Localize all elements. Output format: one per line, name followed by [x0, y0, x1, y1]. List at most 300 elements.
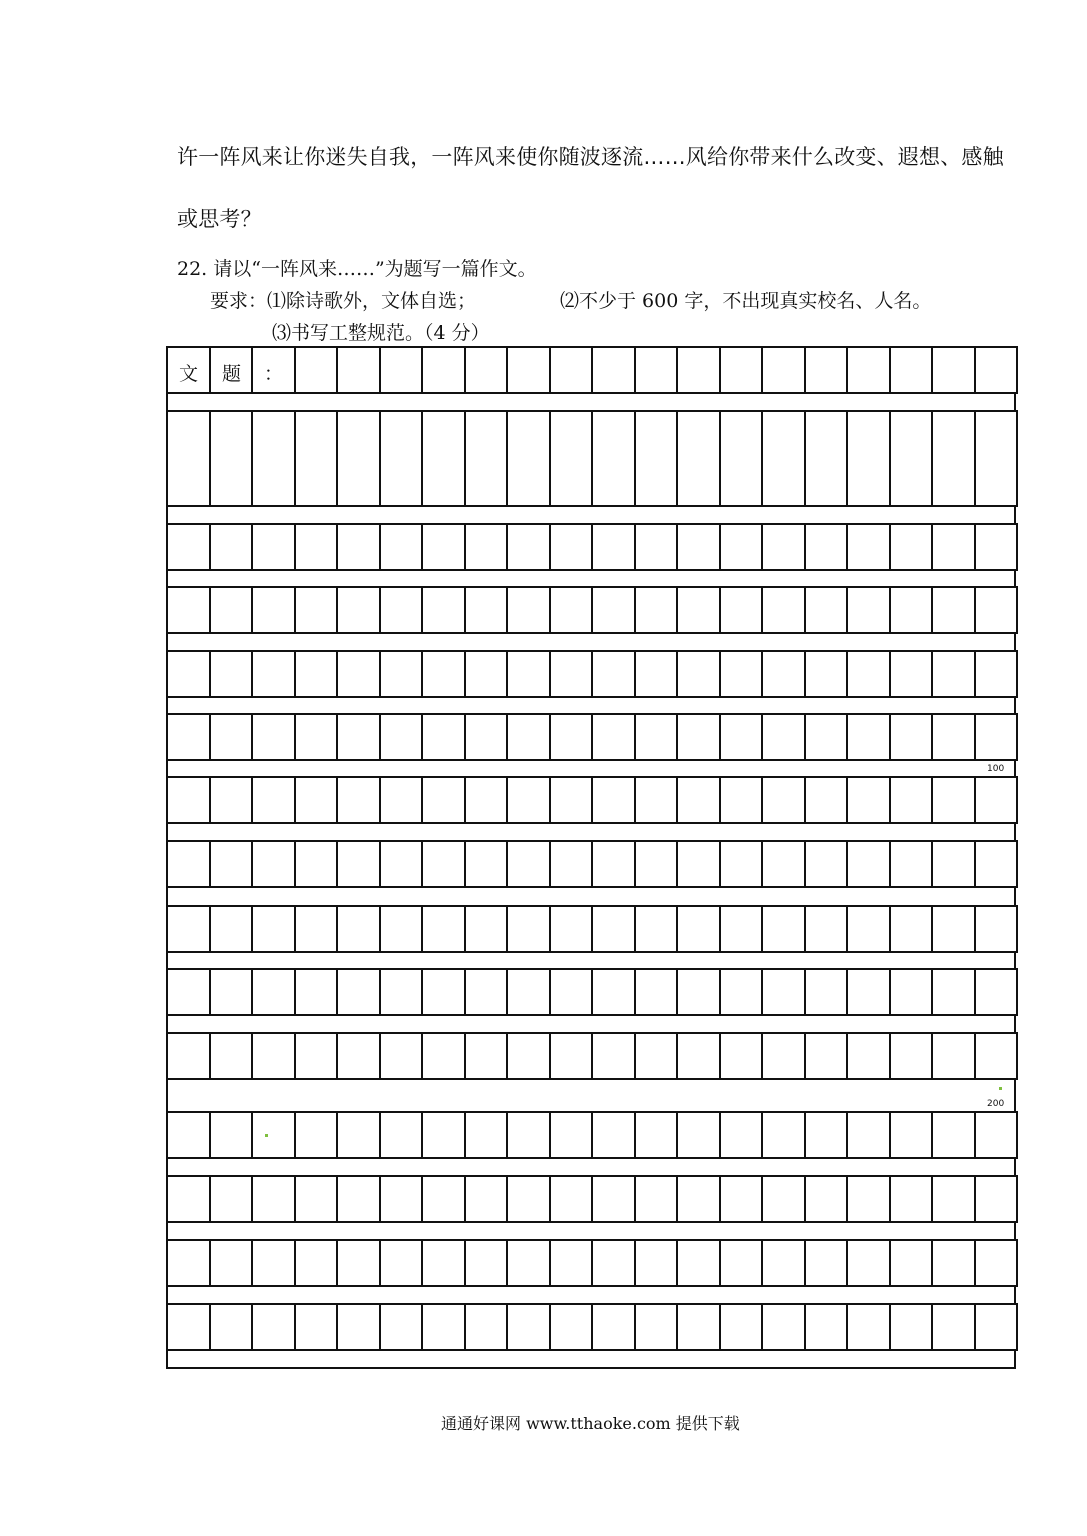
grid-cell: [676, 840, 721, 888]
grid-cell: [846, 1239, 891, 1287]
grid-cell: [166, 905, 211, 953]
grid-cell: [336, 1111, 381, 1159]
grid-cell: [676, 1303, 721, 1351]
grid-cell: [804, 523, 848, 571]
grid-cell: [889, 1239, 933, 1287]
grid-cell: [889, 713, 933, 761]
grid-cell: [889, 840, 933, 888]
grid-cell: [591, 1239, 636, 1287]
title-cell: [931, 346, 976, 394]
grid-cell: [719, 905, 763, 953]
grid-cell: [506, 1032, 551, 1080]
title-cell: [974, 346, 1018, 394]
grid-cell: [719, 410, 763, 507]
grid-cell: [634, 1239, 678, 1287]
grid-cell: [336, 1032, 381, 1080]
grid-cell: [804, 410, 848, 507]
grid-cell: [974, 1032, 1018, 1080]
grid-cell: [804, 1175, 848, 1223]
grid-cell: [166, 968, 211, 1016]
grid-cell: [549, 1175, 593, 1223]
grid-cell: [761, 1239, 806, 1287]
grid-cell: [549, 586, 593, 634]
grid-cell: [336, 776, 381, 824]
grid-cell: [294, 1032, 338, 1080]
grid-cell: [846, 1111, 891, 1159]
grid-cell: [761, 1303, 806, 1351]
grid-cell: [889, 586, 933, 634]
grid-cell: [294, 776, 338, 824]
grid-cell: [506, 650, 551, 698]
grid-cell: [804, 1111, 848, 1159]
grid-cell: [591, 650, 636, 698]
grid-cell: [251, 968, 296, 1016]
grid-cell: [506, 905, 551, 953]
grid-cell: [421, 1239, 466, 1287]
grid-cell: [931, 713, 976, 761]
grid-cell: [379, 523, 423, 571]
grid-cell: [931, 968, 976, 1016]
grid-cell: [804, 840, 848, 888]
grid-cell: [166, 713, 211, 761]
title-cell: [421, 346, 466, 394]
title-cell: [166, 346, 211, 394]
grid-cell: [761, 968, 806, 1016]
grid-cell: [336, 840, 381, 888]
row-spacer: [166, 759, 1016, 778]
grid-cell: [379, 1175, 423, 1223]
grid-cell: [889, 1303, 933, 1351]
footer-source: 通通好课网 www.tthaoke.com 提供下载: [441, 1414, 740, 1433]
grid-cell: [294, 968, 338, 1016]
grid-cell: [846, 1303, 891, 1351]
grid-cell: [464, 1239, 508, 1287]
grid-cell: [761, 1175, 806, 1223]
grid-cell: [846, 968, 891, 1016]
grid-cell: [251, 1111, 296, 1159]
grid-cell: [251, 713, 296, 761]
grid-cell: [931, 840, 976, 888]
title-cell: [889, 346, 933, 394]
grid-cell: [719, 586, 763, 634]
grid-cell: [846, 713, 891, 761]
grid-cell: [209, 586, 253, 634]
grid-cell: [336, 968, 381, 1016]
grid-cell: [974, 650, 1018, 698]
grid-cell: [464, 1175, 508, 1223]
grid-cell: [421, 650, 466, 698]
grid-cell: [379, 713, 423, 761]
grid-cell: [804, 905, 848, 953]
grid-cell: [889, 650, 933, 698]
title-cell: [634, 346, 678, 394]
grid-cell: [251, 1175, 296, 1223]
grid-cell: [464, 410, 508, 507]
grid-cell: [209, 776, 253, 824]
grid-cell: [974, 840, 1018, 888]
row-spacer: [166, 1078, 1016, 1113]
row-spacer: [166, 505, 1016, 525]
grid-cell: [761, 905, 806, 953]
grid-cell: [974, 1111, 1018, 1159]
grid-cell: [889, 1032, 933, 1080]
grid-cell: [676, 1175, 721, 1223]
grid-cell: [379, 650, 423, 698]
grid-cell: [761, 1032, 806, 1080]
grid-cell: [506, 840, 551, 888]
title-cell: [336, 346, 381, 394]
title-cell: [464, 346, 508, 394]
grid-cell: [166, 586, 211, 634]
prompt-line-1: 许一阵风来让你迷失自我，一阵风来使你随波逐流……风给你带来什么改变、遐想、感触: [177, 145, 1004, 169]
grid-cell: [974, 1303, 1018, 1351]
grid-cell: [931, 776, 976, 824]
grid-cell: [846, 523, 891, 571]
row-spacer: [166, 822, 1016, 842]
grid-cell: [421, 523, 466, 571]
grid-cell: [421, 905, 466, 953]
row-spacer: [166, 1014, 1016, 1034]
grid-cell: [549, 776, 593, 824]
grid-cell: [336, 713, 381, 761]
grid-cell: [464, 1032, 508, 1080]
grid-cell: [464, 776, 508, 824]
grid-cell: [464, 905, 508, 953]
grid-cell: [889, 905, 933, 953]
grid-cell: [931, 1111, 976, 1159]
grid-cell: [421, 1032, 466, 1080]
grid-cell: [719, 840, 763, 888]
grid-cell: [549, 905, 593, 953]
grid-cell: [846, 776, 891, 824]
grid-cell: [506, 1239, 551, 1287]
row-spacer: [166, 1349, 1016, 1369]
grid-cell: [336, 905, 381, 953]
grid-cell: [719, 968, 763, 1016]
grid-cell: [166, 1175, 211, 1223]
grid-cell: [591, 1111, 636, 1159]
grid-cell: [464, 650, 508, 698]
requirement-1: 要求：⑴除诗歌外，文体自选；: [210, 290, 477, 312]
grid-cell: [506, 776, 551, 824]
grid-cell: [591, 1175, 636, 1223]
grid-cell: [379, 1111, 423, 1159]
grid-cell: [464, 586, 508, 634]
grid-cell: [549, 840, 593, 888]
row-spacer: [166, 1285, 1016, 1305]
grid-cell: [209, 713, 253, 761]
grid-cell: [421, 713, 466, 761]
grid-cell: [804, 776, 848, 824]
grid-cell: [166, 1303, 211, 1351]
word-count-marker: 200: [987, 1099, 1005, 1109]
grid-cell: [846, 410, 891, 507]
grid-cell: [251, 410, 296, 507]
grid-cell: [804, 968, 848, 1016]
grid-cell: [634, 586, 678, 634]
grid-cell: [761, 523, 806, 571]
grid-cell: [506, 410, 551, 507]
grid-cell: [634, 776, 678, 824]
grid-cell: [591, 776, 636, 824]
title-cell: [506, 346, 551, 394]
grid-cell: [209, 905, 253, 953]
grid-cell: [166, 523, 211, 571]
grid-cell: [464, 523, 508, 571]
grid-cell: [294, 1175, 338, 1223]
grid-cell: [634, 410, 678, 507]
grid-cell: [336, 1175, 381, 1223]
grid-cell: [591, 1303, 636, 1351]
prompt-line-2: 或思考？: [177, 207, 262, 231]
grid-cell: [974, 968, 1018, 1016]
title-char: 文: [179, 363, 199, 385]
grid-cell: [379, 840, 423, 888]
grid-cell: [506, 1175, 551, 1223]
grid-cell: [804, 650, 848, 698]
grid-cell: [336, 650, 381, 698]
row-spacer: [166, 696, 1016, 715]
grid-cell: [209, 840, 253, 888]
grid-cell: [294, 650, 338, 698]
grid-cell: [804, 1303, 848, 1351]
grid-cell: [974, 713, 1018, 761]
green-speck: [999, 1087, 1002, 1090]
grid-cell: [719, 1239, 763, 1287]
grid-cell: [591, 523, 636, 571]
grid-cell: [889, 410, 933, 507]
grid-cell: [421, 840, 466, 888]
grid-cell: [676, 1239, 721, 1287]
grid-cell: [421, 1175, 466, 1223]
grid-cell: [166, 1032, 211, 1080]
grid-cell: [166, 1111, 211, 1159]
grid-cell: [634, 713, 678, 761]
grid-cell: [464, 840, 508, 888]
title-cell: [804, 346, 848, 394]
grid-cell: [974, 410, 1018, 507]
grid-cell: [294, 523, 338, 571]
grid-cell: [591, 840, 636, 888]
title-char: 题: [222, 363, 242, 385]
grid-cell: [251, 840, 296, 888]
grid-cell: [931, 1303, 976, 1351]
grid-cell: [251, 905, 296, 953]
grid-cell: [379, 410, 423, 507]
grid-cell: [421, 410, 466, 507]
grid-cell: [974, 905, 1018, 953]
grid-cell: [209, 1111, 253, 1159]
title-cell: [676, 346, 721, 394]
grid-cell: [549, 1239, 593, 1287]
grid-cell: [931, 586, 976, 634]
grid-cell: [719, 1032, 763, 1080]
grid-cell: [591, 410, 636, 507]
grid-cell: [336, 586, 381, 634]
grid-cell: [336, 1303, 381, 1351]
grid-cell: [379, 586, 423, 634]
grid-cell: [931, 1175, 976, 1223]
grid-cell: [506, 713, 551, 761]
grid-cell: [676, 968, 721, 1016]
grid-cell: [506, 523, 551, 571]
grid-cell: [251, 776, 296, 824]
grid-cell: [676, 1111, 721, 1159]
grid-cell: [761, 776, 806, 824]
grid-cell: [634, 1032, 678, 1080]
row-spacer: [166, 1157, 1016, 1177]
title-cell: [846, 346, 891, 394]
grid-cell: [379, 968, 423, 1016]
grid-cell: [506, 968, 551, 1016]
grid-cell: [294, 410, 338, 507]
grid-cell: [761, 1111, 806, 1159]
grid-cell: [166, 410, 211, 507]
grid-cell: [676, 776, 721, 824]
grid-cell: [294, 586, 338, 634]
grid-cell: [931, 905, 976, 953]
grid-cell: [421, 968, 466, 1016]
grid-cell: [846, 586, 891, 634]
grid-cell: [421, 586, 466, 634]
grid-cell: [379, 1303, 423, 1351]
row-spacer: [166, 886, 1016, 907]
grid-cell: [846, 1032, 891, 1080]
grid-cell: [634, 840, 678, 888]
grid-cell: [251, 586, 296, 634]
grid-cell: [889, 776, 933, 824]
grid-cell: [804, 713, 848, 761]
grid-cell: [209, 650, 253, 698]
grid-cell: [166, 1239, 211, 1287]
requirement-2: ⑵不少于 600 字，不出现真实校名、人名。: [560, 290, 932, 312]
grid-cell: [251, 523, 296, 571]
grid-cell: [421, 1303, 466, 1351]
grid-cell: [889, 1175, 933, 1223]
grid-cell: [251, 1303, 296, 1351]
grid-cell: [761, 840, 806, 888]
grid-cell: [676, 410, 721, 507]
grid-cell: [676, 523, 721, 571]
grid-cell: [421, 776, 466, 824]
grid-cell: [974, 1175, 1018, 1223]
title-cell: [761, 346, 806, 394]
grid-cell: [634, 1303, 678, 1351]
grid-cell: [676, 586, 721, 634]
grid-cell: [761, 410, 806, 507]
grid-cell: [166, 650, 211, 698]
word-count-marker: 100: [987, 764, 1005, 774]
grid-cell: [719, 523, 763, 571]
grid-cell: [506, 1111, 551, 1159]
grid-cell: [676, 713, 721, 761]
title-cell: [719, 346, 763, 394]
title-cell: [209, 346, 253, 394]
grid-cell: [931, 650, 976, 698]
grid-cell: [591, 905, 636, 953]
grid-cell: [549, 968, 593, 1016]
grid-cell: [889, 523, 933, 571]
grid-cell: [294, 1239, 338, 1287]
grid-cell: [294, 1111, 338, 1159]
grid-cell: [294, 713, 338, 761]
grid-cell: [974, 523, 1018, 571]
grid-cell: [804, 1239, 848, 1287]
grid-cell: [336, 523, 381, 571]
grid-cell: [974, 776, 1018, 824]
title-cell: [591, 346, 636, 394]
grid-cell: [251, 650, 296, 698]
green-speck: [265, 1134, 268, 1137]
grid-cell: [464, 1111, 508, 1159]
grid-cell: [294, 905, 338, 953]
grid-cell: [804, 586, 848, 634]
grid-cell: [591, 968, 636, 1016]
grid-cell: [209, 410, 253, 507]
grid-cell: [719, 713, 763, 761]
grid-cell: [974, 1239, 1018, 1287]
grid-cell: [421, 1111, 466, 1159]
grid-cell: [506, 1303, 551, 1351]
requirement-3: ⑶书写工整规范。（4 分）: [272, 322, 490, 344]
grid-cell: [209, 523, 253, 571]
grid-cell: [634, 650, 678, 698]
grid-cell: [166, 840, 211, 888]
grid-cell: [549, 713, 593, 761]
grid-cell: [846, 840, 891, 888]
grid-cell: [634, 968, 678, 1016]
grid-cell: [719, 776, 763, 824]
grid-cell: [294, 840, 338, 888]
grid-cell: [251, 1032, 296, 1080]
grid-cell: [379, 776, 423, 824]
grid-cell: [464, 1303, 508, 1351]
row-spacer: [166, 951, 1016, 970]
grid-cell: [634, 1175, 678, 1223]
grid-cell: [634, 523, 678, 571]
grid-cell: [209, 1303, 253, 1351]
grid-cell: [889, 968, 933, 1016]
row-spacer: [166, 1221, 1016, 1241]
grid-cell: [464, 713, 508, 761]
grid-cell: [209, 1032, 253, 1080]
grid-cell: [931, 1032, 976, 1080]
grid-cell: [719, 1175, 763, 1223]
grid-cell: [294, 1303, 338, 1351]
grid-cell: [549, 1111, 593, 1159]
grid-cell: [719, 1111, 763, 1159]
title-cell: [379, 346, 423, 394]
grid-cell: [464, 968, 508, 1016]
grid-cell: [846, 650, 891, 698]
grid-cell: [719, 650, 763, 698]
grid-cell: [591, 586, 636, 634]
grid-cell: [931, 523, 976, 571]
grid-cell: [549, 1303, 593, 1351]
title-cell: [549, 346, 593, 394]
row-spacer: [166, 569, 1016, 588]
row-spacer: [166, 632, 1016, 652]
title-char: ：: [264, 363, 284, 385]
grid-cell: [931, 1239, 976, 1287]
grid-cell: [591, 1032, 636, 1080]
grid-cell: [634, 1111, 678, 1159]
grid-cell: [719, 1303, 763, 1351]
grid-cell: [761, 586, 806, 634]
grid-cell: [379, 905, 423, 953]
grid-cell: [846, 905, 891, 953]
grid-cell: [761, 650, 806, 698]
